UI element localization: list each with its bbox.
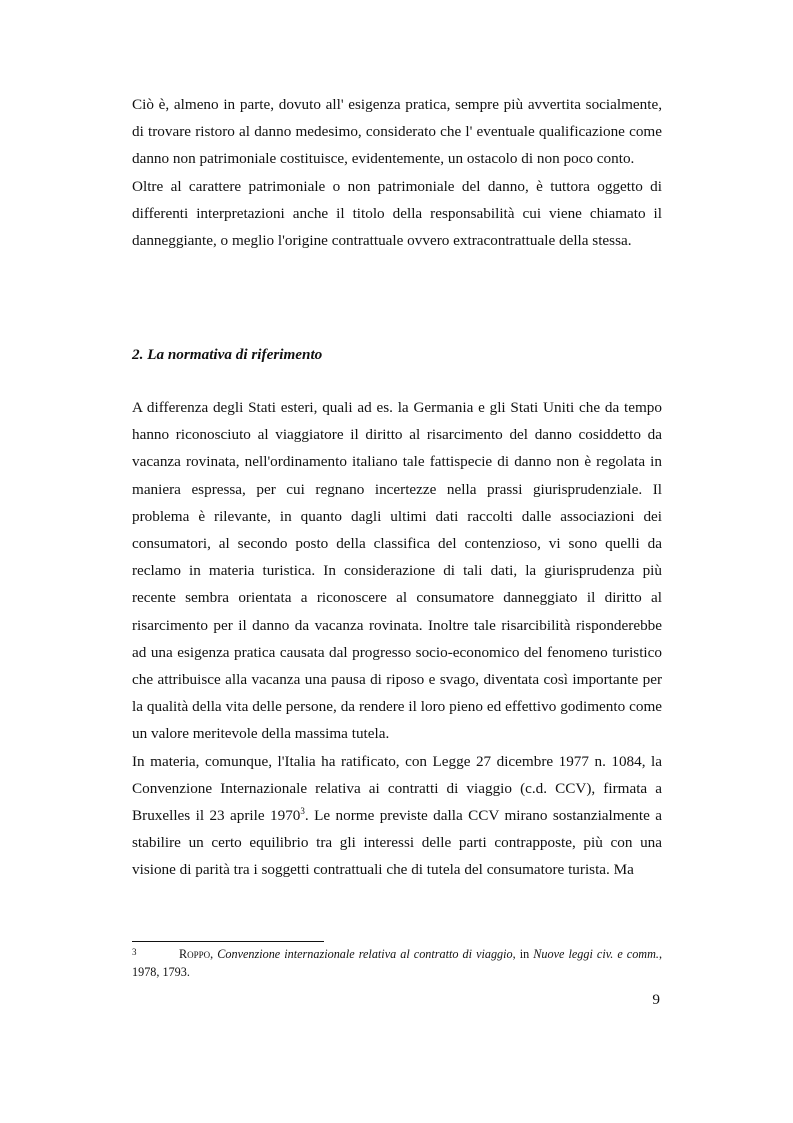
section-heading: 2. La normativa di riferimento [132, 346, 323, 363]
footnote-separator [132, 941, 324, 942]
page-number: 9 [652, 991, 660, 1008]
paragraph-text: In materia, comunque, l'Italia ha ratificato, con Legge 27 dicembre 1977 n. 1084, la Convenzione Internazionale relativa ai contratti di viaggio (c.d. CCV), firmata a Bruxelles il 23 aprile 1970 [132, 752, 662, 825]
footnote-author: Roppo [179, 947, 211, 961]
footnote-text: , [210, 947, 218, 961]
paragraph: Oltre al carattere patrimoniale o non patrimoniale del danno, è tuttora oggetto di differenti interpretazioni anche il titolo della responsabilità cui viene chiamato il danneggiante, o meglio l'origine contrattuale ovvero extracontrattuale della stessa. [132, 177, 662, 250]
footnote-number: 3 [132, 947, 137, 957]
footnote-text: , in [512, 947, 534, 961]
footnote-title: Convenzione internazionale relativa al contratto di viaggio [217, 947, 513, 961]
paragraph: A differenza degli Stati esteri, quali ad es. la Germania e gli Stati Uniti che da tempo hanno riconosciuto al viaggiatore il diritto al risarcimento del danno cosiddetto da vacanza rovinata, nell'ordinamento italiano tale fattispecie di danno non è regolata in maniera espressa, per cui regnano incertezze nella prassi giurisprudenziale. Il problema è rilevante, in quanto dagli ultimi dati raccolti dalle associazioni dei consumatori, al secondo posto della classifica del contenzioso, vi sono quelli da reclamo in materia turistica. In considerazione di tali dati, la giurisprudenza più recente sembra orientata a riconoscere al consumatore danneggiato il diritto al risarcimento per il danno da vacanza rovinata. Inoltre tale risarcibilità risponderebbe ad una esigenza pratica causata dal progresso socio-economico del fenomeno turistico che attribuisce alla vacanza una pausa di riposo e svago, diventata così importante per la qualità della vita delle persone, da rendere il loro pieno ed effettivo godimento come un valore meritevole della massima tutela. [132, 399, 662, 743]
paragraph [132, 748, 662, 884]
section-body [132, 394, 662, 884]
footnote-journal: Nuove leggi civ. e comm. [533, 947, 659, 961]
intro-paragraphs [132, 91, 662, 254]
footnote-reference[interactable]: 3 [300, 805, 305, 816]
paragraph: Ciò è, almeno in parte, dovuto all' esigenza pratica, sempre più avvertita socialmente, di trovare ristoro al danno medesimo, considerato che l' eventuale qualificazione come danno non patrimoniale costituisce, evidentemente, un ostacolo di non poco conto. [132, 96, 662, 168]
footnote-text: , 1978, 1793. [132, 947, 662, 979]
paragraph-text: . Le norme previste dalla CCV mirano sostanzialmente a stabilire un certo equilibrio tra gli interessi delle parti contrapposte, più con una visione di parità tra i soggetti contrattuali che di tutela del consumatore turista. Ma [132, 807, 663, 879]
footnote [132, 946, 662, 981]
